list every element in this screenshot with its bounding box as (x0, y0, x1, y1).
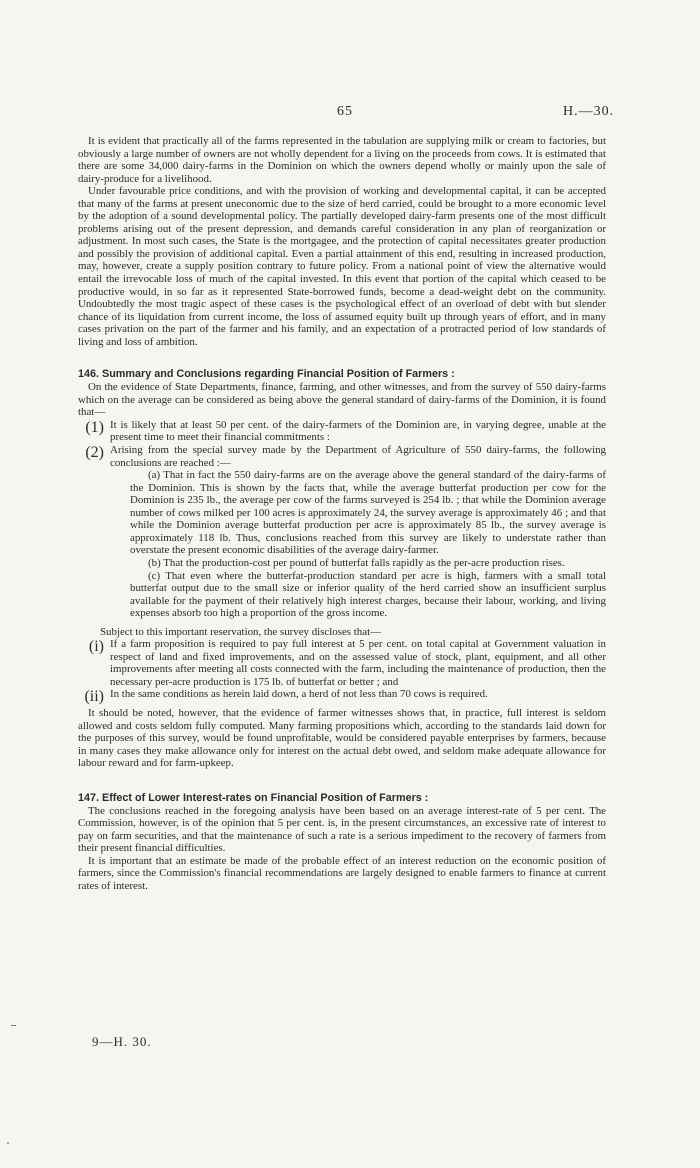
sub-label: (c) (148, 569, 161, 582)
sub-item-a (130, 469, 606, 557)
list-item-text: Arising from the special survey made by the Department of Agriculture of 550 dairy-farms, the following conclusions are reached :— (110, 444, 606, 469)
paragraph: On the evidence of State Departments, finance, farming, and other witnesses, and from the survey of 550 dairy-farms which on the average can be considered as being above the general standard of dairy-farms of the Dominion, it is found that— (78, 381, 606, 419)
paragraph: It is important that an estimate be made of the probable effect of an interest reduction on the economic position of farmers, since the Commission's financial recommendations are largely designed to enable farmers to finance at current rates of interest. (78, 854, 606, 892)
sub-label: (a) (148, 469, 161, 482)
list-item-text: It is likely that at least 50 per cent. of the dairy-farmers of the Dominion are, in varying degree, unable at the present time to meet their financial commitments : (110, 418, 606, 444)
sub-text: That the production-cost per pound of butterfat falls rapidly as the per-acre production rises. (163, 556, 565, 569)
document-body (78, 135, 606, 893)
margin-mark (11, 1025, 16, 1026)
paragraph: It should be noted, however, that the evidence of farmer witnesses shows that, in practice, full interest is seldom allowed and costs seldom fully computed. Many farming propositions which, according to the standards laid down for the purposes of this survey, would be found unprofitable, would be considered payable enterprises by farmers, because in many cases they make allowance only for interest on the actual debt owed, and seldom make adequate allowance for labour reward and for farm-upkeep. (78, 706, 606, 770)
sheet-reference: 9—H. 30. (92, 1034, 152, 1049)
sub-item-b (130, 557, 606, 570)
document-code: H.—30. (563, 104, 615, 119)
sub-label: (b) (148, 556, 161, 569)
sub-text: That in fact the 550 dairy-farms are on the average above the general standard of the dairy-farms of the Dominion. This is shown by the facts that, while the average butterfat production per cow for the Dominion is 235 lb., the average per cow of the farms surveyed is 254 lb. ; that while the Dominion average number of cows milked per 100 acres is approximately 24, the survey average is approximately 46 ; and that while the Dominion average butterfat production per acre is approximately 85 lb., the survey average is approximately 118 lb. Thus, conclusions reached from this survey are likely to understate rather than overstate the present economic disabilities of the average dairy-farmer. (130, 469, 607, 557)
list-item-text: If a farm proposition is required to pay full interest at 5 per cent. on total capital at Government valuation in respect of land and fixed improvements, and on the assessed value of stock, plant, equipment, and all other improvements after meeting all costs connected with the farm, including the maintenance of production, then the necessary per-acre production is 175 lb. of butterfat or better ; and (110, 638, 606, 688)
list-item (78, 638, 606, 688)
list-item (78, 688, 606, 706)
paragraph: The conclusions reached in the foregoing analysis have been based on an average interest-rate of 5 per cent. The Commission, however, is of the opinion that 5 per cent. is, in the present circumstances, an excessive rate of interest to pay on farm securities, and that the maintenance of such a rate is a serious impediment to the recovery of farmers from their present financial difficulties. (78, 804, 606, 855)
list-item-text: In the same conditions as herein laid down, a herd of not less than 70 cows is required. (110, 688, 488, 701)
list-number: (ii) (84, 688, 104, 706)
page-number: 65 (337, 104, 353, 119)
list-item (78, 419, 606, 444)
paragraph: It is evident that practically all of the farms represented in the tabulation are supplying milk or cream to factories, but obviously a large number of owners are not wholly dependent for a living on the proceeds from cows. It is estimated that there are some 34,000 dairy-farms in the Dominion on which the owners depend wholly or mainly upon the sale of dairy-produce for a livelihood. (78, 135, 606, 185)
section-heading-146: 146. Summary and Conclusions regarding Financial Position of Farmers : (78, 368, 455, 381)
list-item (78, 444, 606, 469)
margin-mark (7, 1142, 9, 1144)
list-number: (i) (88, 638, 104, 656)
page-header (0, 104, 700, 124)
sub-item-c (130, 570, 606, 620)
reservation-line: Subject to this important reservation, the survey discloses that— (100, 625, 381, 638)
sub-text: That even where the butterfat-production standard per acre is high, farmers with a small total butterfat output due to the small size or inferior quality of the herd carried show an insufficient surplus available for the payment of their relatively high interest charges, because their labour, working, and living expenses absorb too high a proportion of the gross income. (130, 569, 606, 620)
list-number: (1) (85, 418, 104, 436)
section-heading-147: 147. Effect of Lower Interest-rates on Financial Position of Farmers : (78, 791, 429, 804)
list-number: (2) (85, 444, 104, 462)
paragraph: Under favourable price conditions, and with the provision of working and developmental capital, it can be accepted that many of the farms at present uneconomic due to the size of herd carried, could be brought to a more economic level by the adoption of a sound developmental policy. The partially developed dairy-farm presents one of the most difficult problems arising out of the present depression, and demands careful consideration in any plan of reorganization or adjustment. In most such cases, the State is the mortgagee, and the protection of capital necessitates greater production and possibly the provision of additional capital. Even a partial attainment of this end, resulting in increased production, may, however, create a supply position contrary to future policy. From a national point of view the alternative would entail the irrevocable loss of much of the capital invested. In this event that portion of the capital which ceased to be productive would, in so far as it represented State-borrowed funds, become a dead-weight debt on the community. Undoubtedly the most tragic aspect of these cases is the psychological effect of an overload of debt with but slender chance of its liquidation from current income, the loss of assumed equity built up through years of effort, and in many cases privation on the part of the farmer and his family, and an expectation of a protracted period of low standards of living and loss of ambition. (78, 185, 606, 348)
